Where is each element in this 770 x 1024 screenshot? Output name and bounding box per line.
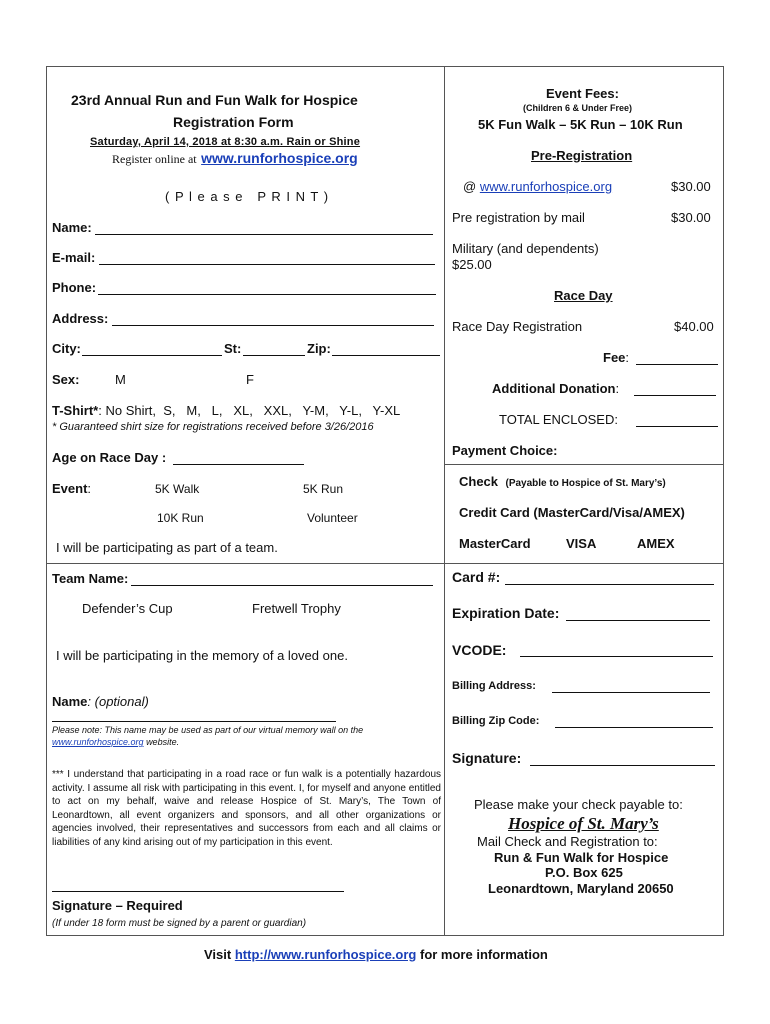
team-name-field[interactable]: [131, 585, 433, 586]
footer-visit-line: [204, 947, 548, 962]
memory-note-link[interactable]: www.runforhospice.org: [52, 737, 144, 747]
city-field[interactable]: [82, 355, 222, 356]
sex-label: Sex:: [52, 372, 80, 387]
total-label: TOTAL ENCLOSED:: [499, 412, 618, 427]
billing-address-field[interactable]: [552, 692, 710, 693]
address-field[interactable]: [112, 325, 434, 326]
team-option-fretwell-trophy[interactable]: Fretwell Trophy: [252, 601, 341, 616]
donation-label: Additional Donation: [492, 381, 616, 396]
tshirt-label: T-Shirt*: [52, 403, 99, 418]
card-number-label: Card #:: [452, 569, 501, 585]
phone-field[interactable]: [98, 294, 436, 295]
payment-check-option[interactable]: [459, 473, 666, 491]
check-label: Check: [459, 474, 499, 489]
military-price: $25.00: [452, 257, 492, 272]
card-option-amex[interactable]: AMEX: [637, 536, 675, 551]
preregistration-heading: Pre-Registration: [531, 148, 633, 163]
mail-city: Leonardtown, Maryland 20650: [488, 881, 674, 896]
register-online-link[interactable]: www.runforhospice.org: [201, 150, 358, 166]
events-list: 5K Fun Walk – 5K Run – 10K Run: [478, 117, 683, 132]
race-day-heading: Race Day: [554, 288, 613, 303]
event-date-line: Saturday, April 14, 2018 at 8:30 a.m. Rain or Shine: [90, 136, 361, 148]
zip-label: Zip:: [307, 341, 331, 356]
form-title: 23rd Annual Run and Fun Walk for Hospice: [71, 92, 358, 108]
signature-note: (If under 18 form must be signed by a parent or guardian): [52, 918, 307, 929]
children-note: (Children 6 & Under Free): [523, 103, 633, 113]
sex-option-f[interactable]: F: [246, 372, 254, 387]
footer-visit-prefix: Visit: [204, 947, 232, 962]
event-fees-title: Event Fees:: [546, 86, 619, 101]
payee-name: Hospice of St. Mary’s: [508, 814, 659, 833]
mail-po-box: P.O. Box 625: [545, 865, 623, 880]
address-label: Address:: [52, 311, 109, 326]
billing-address-label: Billing Address:: [452, 680, 536, 692]
online-registration-line: [463, 179, 612, 194]
fee-line: Fee:: [603, 350, 630, 365]
memory-name-label: Name: [52, 694, 88, 709]
age-label: Age on Race Day :: [52, 450, 167, 465]
tshirt-line: [52, 403, 400, 418]
sex-option-m[interactable]: M: [115, 372, 126, 387]
expiration-field[interactable]: [566, 620, 710, 621]
payment-signature-field[interactable]: [530, 765, 715, 766]
card-divider: [444, 563, 724, 564]
total-field[interactable]: [636, 426, 718, 427]
event-option-5k-run[interactable]: 5K Run: [303, 482, 344, 496]
print-notice: ( P l e a s e P R I N T ): [165, 189, 330, 204]
race-day-label: Race Day Registration: [452, 319, 583, 334]
memory-note-line-1: Please note: This name may be used as part of our virtual memory wall on the: [52, 725, 364, 735]
team-statement[interactable]: I will be participating as part of a team.: [56, 540, 278, 555]
payment-choice-label: Payment Choice:: [452, 443, 558, 458]
state-label: St:: [224, 341, 242, 356]
expiration-label: Expiration Date:: [452, 605, 560, 621]
vcode-field[interactable]: [520, 656, 713, 657]
memory-statement[interactable]: I will be participating in the memory of a loved one.: [56, 648, 348, 663]
online-price: $30.00: [671, 179, 711, 194]
card-number-field[interactable]: [505, 584, 714, 585]
fee-field[interactable]: [636, 364, 718, 365]
payment-credit-option[interactable]: Credit Card (MasterCard/Visa/AMEX): [459, 505, 685, 520]
state-field[interactable]: [243, 355, 305, 356]
payment-signature-label: Signature:: [452, 750, 522, 766]
card-option-mastercard[interactable]: MasterCard: [459, 536, 531, 551]
check-note: (Payable to Hospice of St. Mary’s): [505, 478, 666, 489]
memory-note-suffix: website.: [146, 737, 180, 747]
online-registration-link[interactable]: www.runforhospice.org: [479, 179, 613, 194]
event-option-10k-run[interactable]: 10K Run: [157, 511, 204, 525]
email-label: E-mail:: [52, 250, 96, 265]
mail-org: Run & Fun Walk for Hospice: [494, 850, 669, 865]
column-divider: [444, 66, 445, 936]
footer-visit-suffix: for more information: [419, 947, 548, 962]
city-label: City:: [52, 341, 81, 356]
name-label: Name:: [52, 220, 92, 235]
payable-line: Please make your check payable to:: [474, 797, 683, 812]
register-online-prefix: Register online at: [112, 152, 197, 166]
memory-note-line-2: [52, 737, 179, 747]
signature-field[interactable]: [52, 891, 344, 892]
tshirt-note: * Guaranteed shirt size for registrations received before 3/26/2016: [52, 421, 374, 433]
email-field[interactable]: [99, 264, 435, 265]
team-divider: [46, 563, 444, 564]
team-option-defenders-cup[interactable]: Defender’s Cup: [82, 601, 173, 616]
event-option-volunteer[interactable]: Volunteer: [307, 511, 358, 525]
phone-label: Phone:: [52, 280, 97, 295]
mail-price: $30.00: [671, 210, 711, 225]
register-online-line: [112, 150, 358, 168]
memory-name-optional: : (optional): [87, 694, 149, 709]
payment-divider: [444, 464, 724, 465]
event-option-5k-walk[interactable]: 5K Walk: [155, 482, 200, 496]
footer-visit-link[interactable]: http://www.runforhospice.org: [234, 947, 417, 962]
memory-name-field[interactable]: [52, 721, 336, 722]
mail-registration-label: Pre registration by mail: [452, 210, 585, 225]
billing-zip-field[interactable]: [555, 727, 713, 728]
donation-field[interactable]: [634, 395, 716, 396]
memory-name-line: [52, 694, 149, 709]
military-label: Military (and dependents): [452, 241, 599, 256]
mail-to-line: Mail Check and Registration to:: [477, 834, 658, 849]
name-field[interactable]: [95, 234, 433, 235]
age-field[interactable]: [173, 464, 304, 465]
fee-label: Fee: [603, 350, 626, 365]
race-day-price: $40.00: [674, 319, 714, 334]
form-subtitle: Registration Form: [173, 114, 294, 130]
billing-zip-label: Billing Zip Code:: [452, 715, 540, 727]
event-label-colon: :: [87, 481, 92, 496]
tshirt-options[interactable]: : No Shirt, S, M, L, XL, XXL, Y-M, Y-L, Y-XL: [98, 403, 401, 418]
vcode-label: VCODE:: [452, 642, 507, 658]
signature-label: Signature – Required: [52, 898, 183, 913]
card-option-visa[interactable]: VISA: [566, 536, 597, 551]
donation-line: Additional Donation:: [492, 381, 620, 396]
event-label: Event: [52, 481, 88, 496]
online-at-sign: @: [463, 179, 477, 194]
liability-waiver: *** I understand that participating in a road race or fun walk is a potentially hazardous activity. I assume all risk with participating in this event. I, for myself and anyone entitled to act on my behalf, waive and release Hospice of St. Mary’s, The Town of Leonardtown, all event organizers and sponsors, and all other organizations or agencies involved, their representatives and successors from each and all claims or liabilities of any kind arising out of my participation in this event.: [52, 769, 441, 848]
event-line: [52, 481, 91, 496]
zip-field[interactable]: [332, 355, 440, 356]
team-name-label: Team Name:: [52, 571, 129, 586]
